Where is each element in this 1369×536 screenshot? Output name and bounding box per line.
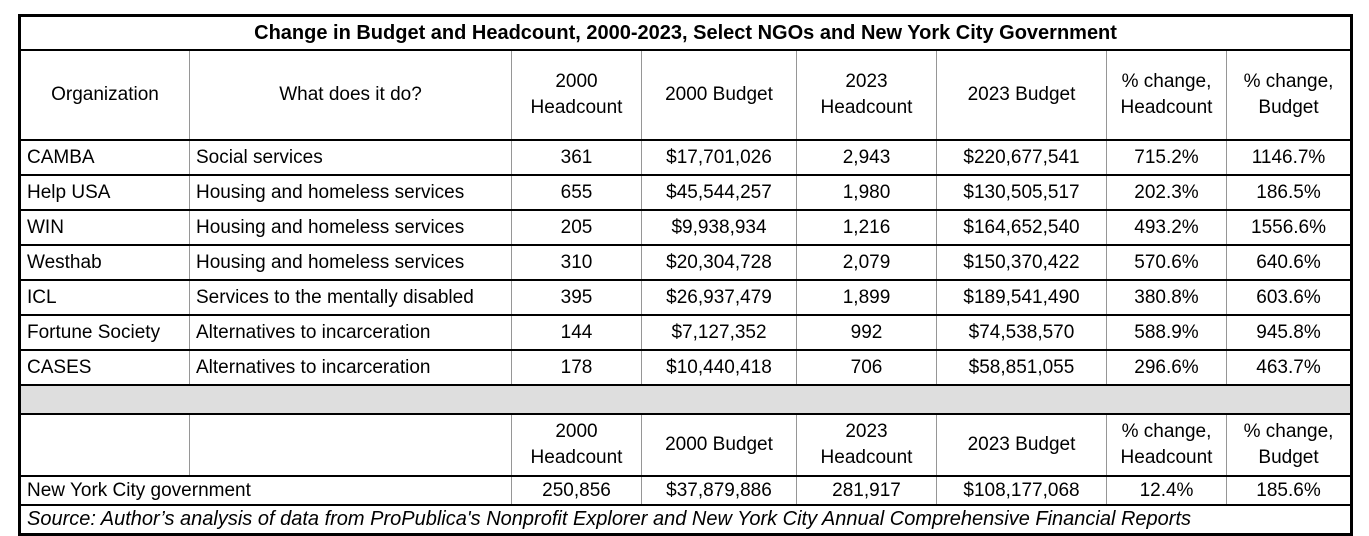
cell-description: Alternatives to incarceration: [190, 315, 512, 350]
cell-pct_change_headcount: 296.6%: [1107, 350, 1227, 385]
column-header-line: 2023: [845, 71, 888, 93]
cell-organization: Help USA: [20, 175, 190, 210]
budget-headcount-table-container: [18, 14, 1353, 536]
cell-budget_2023: $150,370,422: [937, 245, 1107, 280]
cell-pct_change_budget: 463.7%: [1227, 350, 1352, 385]
cell-headcount_2000: 178: [512, 350, 642, 385]
cell-budget_2000: $26,937,479: [642, 280, 797, 315]
column-header: [512, 50, 642, 140]
column-header-line: 2023 Budget: [967, 434, 1076, 456]
separator-row: [20, 385, 1352, 414]
cell-pct_change_budget: 945.8%: [1227, 315, 1352, 350]
column-header: [937, 414, 1107, 476]
column-header: [190, 50, 512, 140]
column-header-line: Organization: [51, 84, 159, 106]
cell-pct_change_headcount: 12.4%: [1107, 476, 1227, 505]
cell-budget_2000: $10,440,418: [642, 350, 797, 385]
column-header-line: 2000: [555, 421, 598, 443]
cell-pct_change_headcount: 202.3%: [1107, 175, 1227, 210]
source-note: Source: Author’s analysis of data from ProPublica's Nonprofit Explorer and New York City Annual Comprehensive Financial Reports: [20, 505, 1352, 535]
column-header: [1107, 414, 1227, 476]
column-header: [1227, 50, 1352, 140]
cell-budget_2000: $20,304,728: [642, 245, 797, 280]
column-header: [20, 50, 190, 140]
column-header: [797, 50, 937, 140]
cell-budget_2023: $189,541,490: [937, 280, 1107, 315]
table-body: [20, 16, 1352, 535]
cell-headcount_2023: 1,216: [797, 210, 937, 245]
table-row: [20, 280, 1352, 315]
column-header-line: % change,: [1243, 421, 1334, 443]
table-row: [20, 210, 1352, 245]
column-header-line: Headcount: [530, 97, 623, 118]
header-row: [20, 50, 1352, 140]
column-header-line: What does it do?: [279, 84, 422, 106]
cell-headcount_2023: 1,899: [797, 280, 937, 315]
cell-budget_2000: $9,938,934: [642, 210, 797, 245]
column-header: [642, 50, 797, 140]
cell-budget_2023: $220,677,541: [937, 140, 1107, 175]
cell-budget_2000: $37,879,886: [642, 476, 797, 505]
cell-description: Housing and homeless services: [190, 210, 512, 245]
column-header-line: 2023: [845, 421, 888, 443]
table-row: [20, 245, 1352, 280]
column-header-line: Headcount: [820, 447, 913, 468]
cell-pct_change_headcount: 570.6%: [1107, 245, 1227, 280]
cell-description: Housing and homeless services: [190, 175, 512, 210]
cell-pct_change_headcount: 380.8%: [1107, 280, 1227, 315]
cell-budget_2023: $130,505,517: [937, 175, 1107, 210]
cell-pct_change_budget: 185.6%: [1227, 476, 1352, 505]
column-header: [1227, 414, 1352, 476]
cell-headcount_2000: 655: [512, 175, 642, 210]
cell-headcount_2000: 395: [512, 280, 642, 315]
cell-headcount_2023: 281,917: [797, 476, 937, 505]
cell-budget_2023: $164,652,540: [937, 210, 1107, 245]
cell-budget_2023: $74,538,570: [937, 315, 1107, 350]
cell-description: Housing and homeless services: [190, 245, 512, 280]
cell-pct_change_headcount: 588.9%: [1107, 315, 1227, 350]
table-row: [20, 175, 1352, 210]
cell-budget_2000: $17,701,026: [642, 140, 797, 175]
column-header-line: 2000 Budget: [665, 434, 773, 456]
table-row: [20, 140, 1352, 175]
column-header-line: 2000 Budget: [665, 84, 773, 106]
table-row: [20, 315, 1352, 350]
cell-budget_2000: $7,127,352: [642, 315, 797, 350]
cell-organization: CAMBA: [20, 140, 190, 175]
cell-headcount_2023: 2,943: [797, 140, 937, 175]
cell-description: Services to the mentally disabled: [190, 280, 512, 315]
blank-header-cell: [190, 414, 512, 476]
cell-headcount_2000: 205: [512, 210, 642, 245]
cell-pct_change_budget: 1556.6%: [1227, 210, 1352, 245]
cell-organization: CASES: [20, 350, 190, 385]
cell-headcount_2000: 310: [512, 245, 642, 280]
title-row: [20, 16, 1352, 51]
cell-organization: Westhab: [20, 245, 190, 280]
cell-pct_change_headcount: 493.2%: [1107, 210, 1227, 245]
column-header-line: 2023 Budget: [967, 84, 1076, 106]
cell-headcount_2023: 706: [797, 350, 937, 385]
cell-description: Alternatives to incarceration: [190, 350, 512, 385]
cell-headcount_2023: 1,980: [797, 175, 937, 210]
page-title: Change in Budget and Headcount, 2000-2023, Select NGOs and New York City Government: [20, 16, 1352, 51]
cell-budget_2000: $45,544,257: [642, 175, 797, 210]
table-row: [20, 350, 1352, 385]
column-header: [642, 414, 797, 476]
column-header: [797, 414, 937, 476]
cell-pct_change_headcount: 715.2%: [1107, 140, 1227, 175]
column-header: [937, 50, 1107, 140]
column-header-line: Headcount: [1120, 97, 1213, 118]
cell-budget_2023: $58,851,055: [937, 350, 1107, 385]
column-header-line: Headcount: [820, 97, 913, 118]
column-header-line: Headcount: [530, 447, 623, 468]
column-header-line: Budget: [1258, 97, 1319, 118]
separator-cell: [20, 385, 1352, 414]
cell-organization: WIN: [20, 210, 190, 245]
cell-description: Social services: [190, 140, 512, 175]
cell-organization: Fortune Society: [20, 315, 190, 350]
column-header-line: Headcount: [1120, 447, 1213, 468]
cell-pct_change_budget: 186.5%: [1227, 175, 1352, 210]
cell-pct_change_budget: 640.6%: [1227, 245, 1352, 280]
cell-pct_change_budget: 1146.7%: [1227, 140, 1352, 175]
cell-headcount_2000: 361: [512, 140, 642, 175]
cell-headcount_2000: 250,856: [512, 476, 642, 505]
blank-header-cell: [20, 414, 190, 476]
cell-headcount_2023: 992: [797, 315, 937, 350]
cell-organization: ICL: [20, 280, 190, 315]
column-header-line: 2000: [555, 71, 598, 93]
cell-headcount_2023: 2,079: [797, 245, 937, 280]
cell-organization: New York City government: [20, 476, 512, 505]
column-header-line: % change,: [1243, 71, 1334, 93]
column-header: [512, 414, 642, 476]
column-header-line: % change,: [1121, 421, 1212, 443]
column-header: [1107, 50, 1227, 140]
budget-headcount-table: [18, 14, 1353, 536]
cell-pct_change_budget: 603.6%: [1227, 280, 1352, 315]
column-header-line: Budget: [1258, 447, 1319, 468]
column-header-line: % change,: [1121, 71, 1212, 93]
cell-headcount_2000: 144: [512, 315, 642, 350]
government-row: [20, 476, 1352, 505]
cell-budget_2023: $108,177,068: [937, 476, 1107, 505]
repeat-header-row: [20, 414, 1352, 476]
